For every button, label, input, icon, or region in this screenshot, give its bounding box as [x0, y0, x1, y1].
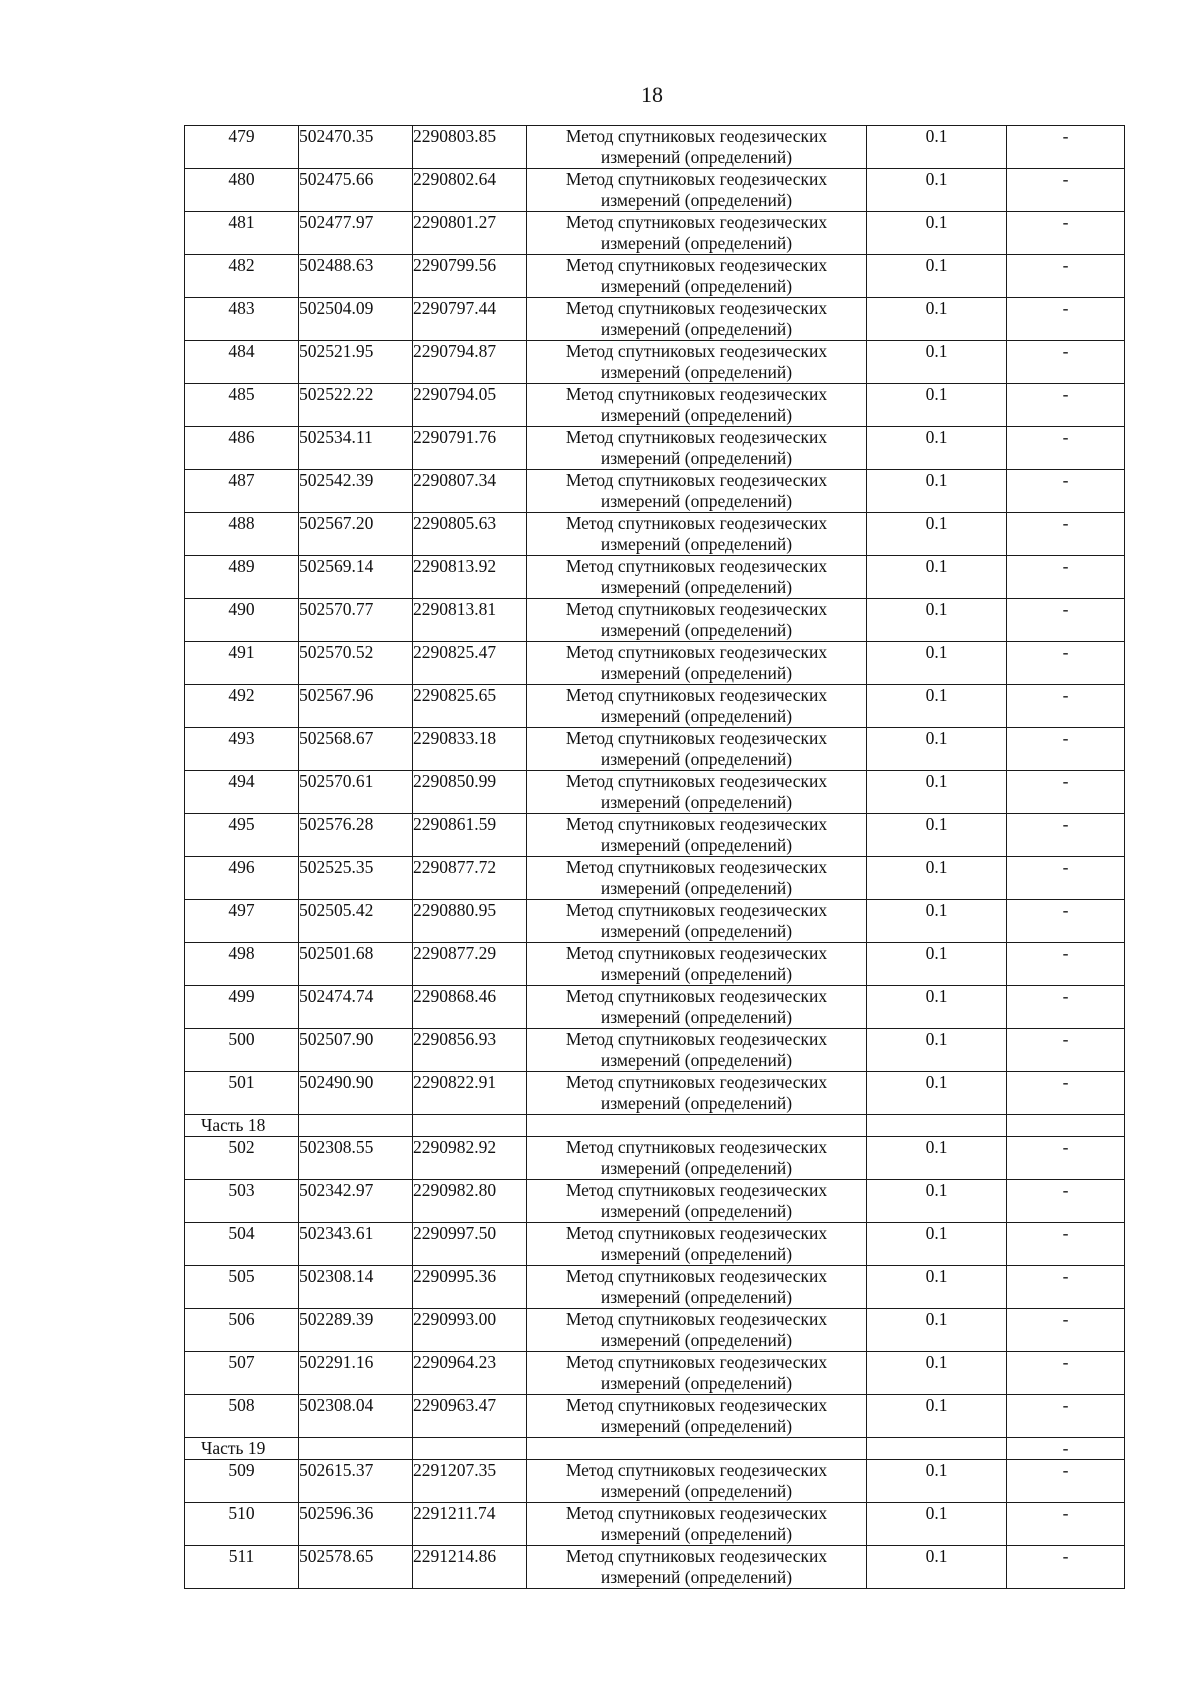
- x-coordinate-cell: 502501.68: [299, 943, 413, 986]
- page-number: 18: [641, 82, 663, 107]
- table-row: [185, 943, 1125, 986]
- table-row: [185, 1180, 1125, 1223]
- table-row: [185, 642, 1125, 685]
- dash-cell: -: [1007, 126, 1125, 169]
- y-coordinate-cell: 2290825.65: [413, 685, 527, 728]
- accuracy-cell: 0.1: [867, 728, 1007, 771]
- accuracy-cell: 0.1: [867, 599, 1007, 642]
- method-cell: Метод спутниковых геодезических измерений (определений): [527, 556, 867, 599]
- point-number-cell: 503: [185, 1180, 299, 1223]
- method-cell: Метод спутниковых геодезических измерений (определений): [527, 642, 867, 685]
- dash-cell: [1007, 1115, 1125, 1137]
- table-row: [185, 857, 1125, 900]
- accuracy-cell: 0.1: [867, 169, 1007, 212]
- accuracy-cell: 0.1: [867, 556, 1007, 599]
- part-header-row: [185, 1438, 1125, 1460]
- accuracy-cell: 0.1: [867, 212, 1007, 255]
- x-coordinate-cell: 502567.20: [299, 513, 413, 556]
- y-coordinate-cell: 2290801.27: [413, 212, 527, 255]
- y-coordinate-cell: 2290997.50: [413, 1223, 527, 1266]
- method-cell: Метод спутниковых геодезических измерений (определений): [527, 1223, 867, 1266]
- table-row: [185, 341, 1125, 384]
- table-row: [185, 212, 1125, 255]
- x-coordinate-cell: 502576.28: [299, 814, 413, 857]
- method-cell: Метод спутниковых геодезических измерений (определений): [527, 857, 867, 900]
- dash-cell: -: [1007, 255, 1125, 298]
- accuracy-cell: 0.1: [867, 857, 1007, 900]
- table-row: [185, 771, 1125, 814]
- point-number-cell: 506: [185, 1309, 299, 1352]
- y-coordinate-cell: 2290868.46: [413, 986, 527, 1029]
- accuracy-cell: 0.1: [867, 1266, 1007, 1309]
- dash-cell: -: [1007, 1438, 1125, 1460]
- x-coordinate-cell: 502504.09: [299, 298, 413, 341]
- point-number-cell: 483: [185, 298, 299, 341]
- y-coordinate-cell: 2291214.86: [413, 1546, 527, 1589]
- point-number-cell: 481: [185, 212, 299, 255]
- accuracy-cell: 0.1: [867, 427, 1007, 470]
- y-coordinate-cell: 2290802.64: [413, 169, 527, 212]
- accuracy-cell: 0.1: [867, 1395, 1007, 1438]
- y-coordinate-cell: 2290794.05: [413, 384, 527, 427]
- dash-cell: -: [1007, 685, 1125, 728]
- x-coordinate-cell: 502578.65: [299, 1546, 413, 1589]
- dash-cell: -: [1007, 728, 1125, 771]
- table-row: [185, 900, 1125, 943]
- y-coordinate-cell: 2290982.80: [413, 1180, 527, 1223]
- dash-cell: -: [1007, 1309, 1125, 1352]
- coordinates-table-body: [185, 126, 1125, 1589]
- y-coordinate-cell: 2291207.35: [413, 1460, 527, 1503]
- table-row: [185, 1137, 1125, 1180]
- y-coordinate-cell: 2290797.44: [413, 298, 527, 341]
- dash-cell: -: [1007, 1352, 1125, 1395]
- empty-cell: [867, 1115, 1007, 1137]
- method-cell: Метод спутниковых геодезических измерений (определений): [527, 298, 867, 341]
- y-coordinate-cell: 2290850.99: [413, 771, 527, 814]
- point-number-cell: 501: [185, 1072, 299, 1115]
- dash-cell: -: [1007, 1460, 1125, 1503]
- x-coordinate-cell: 502570.52: [299, 642, 413, 685]
- accuracy-cell: 0.1: [867, 1546, 1007, 1589]
- method-cell: Метод спутниковых геодезических измерений (определений): [527, 1180, 867, 1223]
- empty-cell: [527, 1438, 867, 1460]
- empty-cell: [867, 1438, 1007, 1460]
- dash-cell: -: [1007, 599, 1125, 642]
- table-row: [185, 1352, 1125, 1395]
- point-number-cell: 498: [185, 943, 299, 986]
- point-number-cell: 480: [185, 169, 299, 212]
- dash-cell: -: [1007, 1546, 1125, 1589]
- x-coordinate-cell: 502507.90: [299, 1029, 413, 1072]
- table-row: [185, 728, 1125, 771]
- method-cell: Метод спутниковых геодезических измерений (определений): [527, 900, 867, 943]
- empty-cell: [413, 1438, 527, 1460]
- table-row: [185, 685, 1125, 728]
- point-number-cell: 509: [185, 1460, 299, 1503]
- dash-cell: -: [1007, 1395, 1125, 1438]
- dash-cell: -: [1007, 1180, 1125, 1223]
- method-cell: Метод спутниковых геодезических измерений (определений): [527, 212, 867, 255]
- table-row: [185, 599, 1125, 642]
- table-row: [185, 169, 1125, 212]
- point-number-cell: 510: [185, 1503, 299, 1546]
- method-cell: Метод спутниковых геодезических измерений (определений): [527, 126, 867, 169]
- dash-cell: -: [1007, 384, 1125, 427]
- method-cell: Метод спутниковых геодезических измерений (определений): [527, 1503, 867, 1546]
- y-coordinate-cell: 2290880.95: [413, 900, 527, 943]
- point-number-cell: 496: [185, 857, 299, 900]
- accuracy-cell: 0.1: [867, 1309, 1007, 1352]
- point-number-cell: 500: [185, 1029, 299, 1072]
- point-number-cell: 486: [185, 427, 299, 470]
- point-number-cell: 494: [185, 771, 299, 814]
- y-coordinate-cell: 2290805.63: [413, 513, 527, 556]
- part-label: Часть 18: [185, 1115, 299, 1137]
- point-number-cell: 485: [185, 384, 299, 427]
- table-row: [185, 1072, 1125, 1115]
- accuracy-cell: 0.1: [867, 1180, 1007, 1223]
- x-coordinate-cell: 502569.14: [299, 556, 413, 599]
- table-row: [185, 1546, 1125, 1589]
- x-coordinate-cell: 502477.97: [299, 212, 413, 255]
- point-number-cell: 492: [185, 685, 299, 728]
- point-number-cell: 484: [185, 341, 299, 384]
- dash-cell: -: [1007, 986, 1125, 1029]
- point-number-cell: 502: [185, 1137, 299, 1180]
- y-coordinate-cell: 2290995.36: [413, 1266, 527, 1309]
- accuracy-cell: 0.1: [867, 900, 1007, 943]
- table-row: [185, 986, 1125, 1029]
- dash-cell: -: [1007, 470, 1125, 513]
- dash-cell: -: [1007, 513, 1125, 556]
- accuracy-cell: 0.1: [867, 1352, 1007, 1395]
- accuracy-cell: 0.1: [867, 1460, 1007, 1503]
- empty-cell: [527, 1115, 867, 1137]
- accuracy-cell: 0.1: [867, 1223, 1007, 1266]
- dash-cell: -: [1007, 771, 1125, 814]
- y-coordinate-cell: 2290877.29: [413, 943, 527, 986]
- part-label: Часть 19: [185, 1438, 299, 1460]
- dash-cell: -: [1007, 814, 1125, 857]
- y-coordinate-cell: 2290807.34: [413, 470, 527, 513]
- y-coordinate-cell: 2290982.92: [413, 1137, 527, 1180]
- table-row: [185, 556, 1125, 599]
- method-cell: Метод спутниковых геодезических измерений (определений): [527, 341, 867, 384]
- x-coordinate-cell: 502308.14: [299, 1266, 413, 1309]
- accuracy-cell: 0.1: [867, 126, 1007, 169]
- dash-cell: -: [1007, 1266, 1125, 1309]
- dash-cell: -: [1007, 427, 1125, 470]
- y-coordinate-cell: 2290877.72: [413, 857, 527, 900]
- dash-cell: -: [1007, 900, 1125, 943]
- table-row: [185, 1503, 1125, 1546]
- method-cell: Метод спутниковых геодезических измерений (определений): [527, 943, 867, 986]
- point-number-cell: 499: [185, 986, 299, 1029]
- accuracy-cell: 0.1: [867, 1072, 1007, 1115]
- x-coordinate-cell: 502308.04: [299, 1395, 413, 1438]
- table-row: [185, 470, 1125, 513]
- point-number-cell: 504: [185, 1223, 299, 1266]
- accuracy-cell: 0.1: [867, 1137, 1007, 1180]
- table-row: [185, 427, 1125, 470]
- method-cell: Метод спутниковых геодезических измерений (определений): [527, 771, 867, 814]
- table-row: [185, 1309, 1125, 1352]
- method-cell: Метод спутниковых геодезических измерений (определений): [527, 1072, 867, 1115]
- accuracy-cell: 0.1: [867, 513, 1007, 556]
- point-number-cell: 490: [185, 599, 299, 642]
- method-cell: Метод спутниковых геодезических измерений (определений): [527, 728, 867, 771]
- x-coordinate-cell: 502474.74: [299, 986, 413, 1029]
- point-number-cell: 508: [185, 1395, 299, 1438]
- accuracy-cell: 0.1: [867, 384, 1007, 427]
- table-row: [185, 1395, 1125, 1438]
- table-row: [185, 1460, 1125, 1503]
- x-coordinate-cell: 502570.61: [299, 771, 413, 814]
- table-row: [185, 1029, 1125, 1072]
- table-row: [185, 126, 1125, 169]
- y-coordinate-cell: 2290825.47: [413, 642, 527, 685]
- dash-cell: -: [1007, 556, 1125, 599]
- x-coordinate-cell: 502615.37: [299, 1460, 413, 1503]
- point-number-cell: 507: [185, 1352, 299, 1395]
- accuracy-cell: 0.1: [867, 470, 1007, 513]
- accuracy-cell: 0.1: [867, 642, 1007, 685]
- point-number-cell: 488: [185, 513, 299, 556]
- method-cell: Метод спутниковых геодезических измерений (определений): [527, 1395, 867, 1438]
- x-coordinate-cell: 502470.35: [299, 126, 413, 169]
- method-cell: Метод спутниковых геодезических измерений (определений): [527, 513, 867, 556]
- accuracy-cell: 0.1: [867, 255, 1007, 298]
- accuracy-cell: 0.1: [867, 771, 1007, 814]
- y-coordinate-cell: 2290803.85: [413, 126, 527, 169]
- x-coordinate-cell: 502488.63: [299, 255, 413, 298]
- dash-cell: -: [1007, 1137, 1125, 1180]
- x-coordinate-cell: 502525.35: [299, 857, 413, 900]
- point-number-cell: 491: [185, 642, 299, 685]
- method-cell: Метод спутниковых геодезических измерений (определений): [527, 169, 867, 212]
- accuracy-cell: 0.1: [867, 814, 1007, 857]
- dash-cell: -: [1007, 212, 1125, 255]
- table-row: [185, 513, 1125, 556]
- dash-cell: -: [1007, 298, 1125, 341]
- point-number-cell: 487: [185, 470, 299, 513]
- method-cell: Метод спутниковых геодезических измерений (определений): [527, 427, 867, 470]
- x-coordinate-cell: 502490.90: [299, 1072, 413, 1115]
- empty-cell: [413, 1115, 527, 1137]
- point-number-cell: 482: [185, 255, 299, 298]
- x-coordinate-cell: 502568.67: [299, 728, 413, 771]
- table-row: [185, 814, 1125, 857]
- x-coordinate-cell: 502596.36: [299, 1503, 413, 1546]
- dash-cell: -: [1007, 1503, 1125, 1546]
- method-cell: Метод спутниковых геодезических измерений (определений): [527, 599, 867, 642]
- accuracy-cell: 0.1: [867, 1029, 1007, 1072]
- method-cell: Метод спутниковых геодезических измерений (определений): [527, 1266, 867, 1309]
- method-cell: Метод спутниковых геодезических измерений (определений): [527, 1029, 867, 1072]
- y-coordinate-cell: 2290794.87: [413, 341, 527, 384]
- y-coordinate-cell: 2290964.23: [413, 1352, 527, 1395]
- table-row: [185, 255, 1125, 298]
- method-cell: Метод спутниковых геодезических измерений (определений): [527, 814, 867, 857]
- point-number-cell: 511: [185, 1546, 299, 1589]
- coordinates-table: [184, 125, 1125, 1589]
- accuracy-cell: 0.1: [867, 341, 1007, 384]
- x-coordinate-cell: 502342.97: [299, 1180, 413, 1223]
- table-row: [185, 384, 1125, 427]
- x-coordinate-cell: 502521.95: [299, 341, 413, 384]
- x-coordinate-cell: 502505.42: [299, 900, 413, 943]
- y-coordinate-cell: 2290813.92: [413, 556, 527, 599]
- table-row: [185, 298, 1125, 341]
- x-coordinate-cell: 502343.61: [299, 1223, 413, 1266]
- y-coordinate-cell: 2290813.81: [413, 599, 527, 642]
- table-row: [185, 1223, 1125, 1266]
- method-cell: Метод спутниковых геодезических измерений (определений): [527, 986, 867, 1029]
- x-coordinate-cell: 502289.39: [299, 1309, 413, 1352]
- point-number-cell: 479: [185, 126, 299, 169]
- point-number-cell: 505: [185, 1266, 299, 1309]
- point-number-cell: 497: [185, 900, 299, 943]
- x-coordinate-cell: 502291.16: [299, 1352, 413, 1395]
- y-coordinate-cell: 2290856.93: [413, 1029, 527, 1072]
- method-cell: Метод спутниковых геодезических измерений (определений): [527, 1137, 867, 1180]
- accuracy-cell: 0.1: [867, 685, 1007, 728]
- dash-cell: -: [1007, 642, 1125, 685]
- method-cell: Метод спутниковых геодезических измерений (определений): [527, 384, 867, 427]
- method-cell: Метод спутниковых геодезических измерений (определений): [527, 1309, 867, 1352]
- x-coordinate-cell: 502534.11: [299, 427, 413, 470]
- dash-cell: -: [1007, 341, 1125, 384]
- x-coordinate-cell: 502570.77: [299, 599, 413, 642]
- x-coordinate-cell: 502567.96: [299, 685, 413, 728]
- dash-cell: -: [1007, 169, 1125, 212]
- method-cell: Метод спутниковых геодезических измерений (определений): [527, 685, 867, 728]
- y-coordinate-cell: 2290861.59: [413, 814, 527, 857]
- dash-cell: -: [1007, 1072, 1125, 1115]
- dash-cell: -: [1007, 1223, 1125, 1266]
- accuracy-cell: 0.1: [867, 943, 1007, 986]
- accuracy-cell: 0.1: [867, 298, 1007, 341]
- empty-cell: [299, 1438, 413, 1460]
- y-coordinate-cell: 2290799.56: [413, 255, 527, 298]
- point-number-cell: 495: [185, 814, 299, 857]
- dash-cell: -: [1007, 1029, 1125, 1072]
- point-number-cell: 493: [185, 728, 299, 771]
- dash-cell: -: [1007, 943, 1125, 986]
- method-cell: Метод спутниковых геодезических измерений (определений): [527, 255, 867, 298]
- y-coordinate-cell: 2291211.74: [413, 1503, 527, 1546]
- part-header-row: [185, 1115, 1125, 1137]
- y-coordinate-cell: 2290822.91: [413, 1072, 527, 1115]
- method-cell: Метод спутниковых геодезических измерений (определений): [527, 1460, 867, 1503]
- x-coordinate-cell: 502308.55: [299, 1137, 413, 1180]
- y-coordinate-cell: 2290993.00: [413, 1309, 527, 1352]
- x-coordinate-cell: 502522.22: [299, 384, 413, 427]
- accuracy-cell: 0.1: [867, 986, 1007, 1029]
- point-number-cell: 489: [185, 556, 299, 599]
- empty-cell: [299, 1115, 413, 1137]
- accuracy-cell: 0.1: [867, 1503, 1007, 1546]
- x-coordinate-cell: 502475.66: [299, 169, 413, 212]
- y-coordinate-cell: 2290833.18: [413, 728, 527, 771]
- method-cell: Метод спутниковых геодезических измерений (определений): [527, 1546, 867, 1589]
- table-row: [185, 1266, 1125, 1309]
- dash-cell: -: [1007, 857, 1125, 900]
- y-coordinate-cell: 2290963.47: [413, 1395, 527, 1438]
- y-coordinate-cell: 2290791.76: [413, 427, 527, 470]
- method-cell: Метод спутниковых геодезических измерений (определений): [527, 470, 867, 513]
- method-cell: Метод спутниковых геодезических измерений (определений): [527, 1352, 867, 1395]
- x-coordinate-cell: 502542.39: [299, 470, 413, 513]
